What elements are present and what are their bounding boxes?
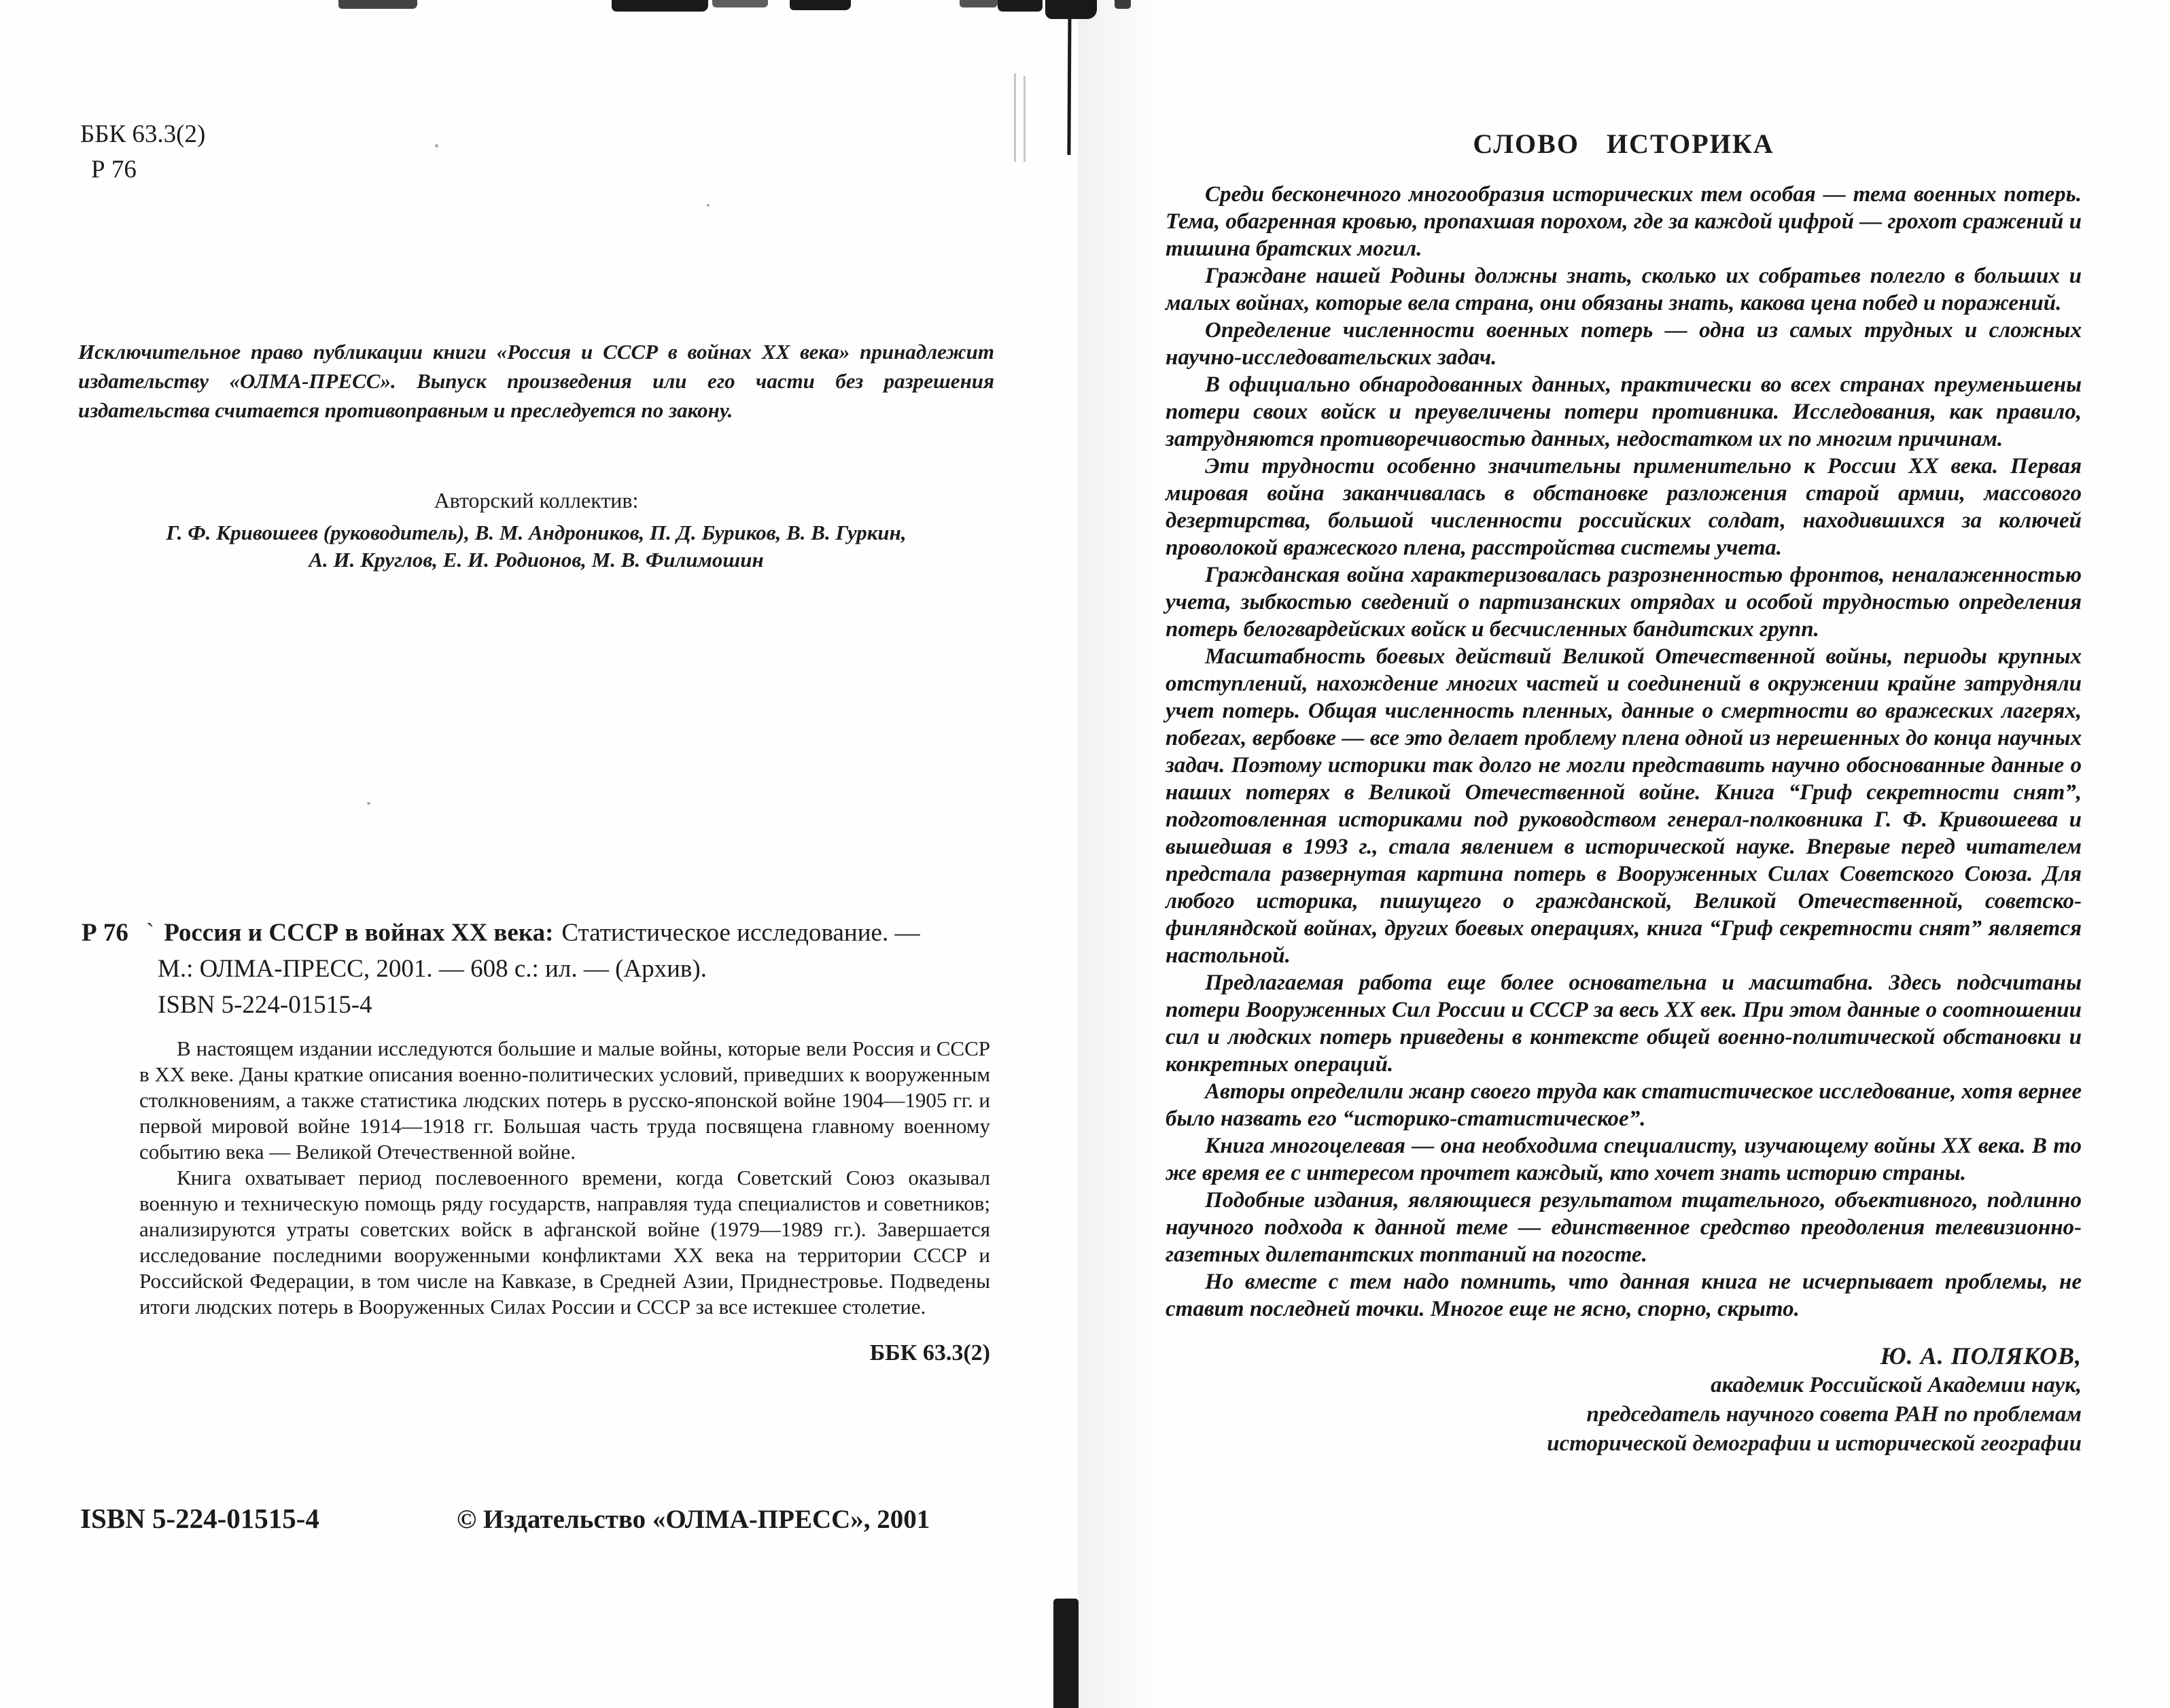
right-page: [1085, 0, 2170, 1708]
foreword-paragraph: Авторы определили жанр своего труда как статистическое исследование, хотя вернее было назвать его “историко-статистическое”.: [1166, 1079, 2082, 1131]
foreword-paragraph: Предлагаемая работа еще более основательна и масштабна. Здесь подсчитаны потери Вооруженных Сил России и СССР за весь XX век. При этом данные о соотношении сил и людских потерь приведены в контексте общей военно-политической обстановки и конкретных операций.: [1166, 971, 2082, 1077]
authors-line: Г. Ф. Кривошеев (руководитель), В. М. Андроников, П. Д. Буриков, В. В. Гуркин,: [166, 521, 907, 544]
foreword-paragraph: Масштабность боевых действий Великой Отечественной войны, периоды крупных отступлений, нахождение многих частей и соединений в окружении крайне затрудняли учет потерь. Общая численность пленных, данные о смертности во вражеских лагерях, побегах, вербовке — все это делает проблему плена одной из нерешенных до конца научных задач. Поэтому историки так долго не могли представить научно обоснованные данные о наших потерях в Великой Отечественной войне. Книга “Гриф секретности снят”, подготовленная историками под руководством генерал-полковника Г. Ф. Кривошеева и вышедшая в 1993 г., стала явлением в исторической науке. Впервые перед читателем предстала развернутая картина потерь в Вооруженных Силах Советского Союза. Для любого историка, пишущего о гражданской, Великой Отечественной, советско-финляндской войнах, других боевых операциях, книга “Гриф секретности снят” является настольной.: [1166, 644, 2082, 968]
foreword-paragraph: Но вместе с тем надо помнить, что данная книга не исчерпывает проблемы, не ставит последней точки. Многое еще не ясно, спорно, скрыто.: [1166, 1270, 2082, 1321]
catalog-code: Р 76: [82, 919, 128, 947]
signature-block: [1166, 1342, 2082, 1459]
foreword-paragraph: Среди бесконечного многообразия исторических тем особая — тема военных потерь. Тема, обагренная кровью, пропахшая порохом, где за каждой цифрой — грохот сражений и тишина братских могил.: [1166, 182, 2082, 261]
catalog-title-line: [82, 915, 1053, 951]
authors-heading: Авторский коллектив:: [434, 488, 639, 512]
foreword-paragraph: Граждане нашей Родины должны знать, сколько их собратьев полегло в больших и малых войнах, которые вела страна, они обязаны знать, какова цена побед и поражений.: [1166, 264, 2082, 315]
foreword-paragraph: В официально обнародованных данных, практически во всех странах преуменьшены потери своих войск и преувеличены потери противника. Исследования, как правило, затрудняются противоречивостью данных, недостатком их по многим причинам.: [1166, 372, 2082, 451]
book-title: Россия и СССР в войнах XX века:: [164, 919, 554, 947]
publisher-copyright: © Издательство «ОЛМА-ПРЕСС», 2001: [457, 1505, 930, 1534]
imprint-line: М.: ОЛМА-ПРЕСС, 2001. — 608 с.: ил. — (Архив).: [158, 955, 707, 983]
signature-title: председатель научного совета РАН по проблемам: [1586, 1402, 2082, 1427]
authors-line: А. И. Круглов, Е. И. Родионов, М. В. Филимошин: [309, 548, 764, 572]
foreword-body: [1166, 181, 2082, 1323]
signature-title: академик Российской Академии наук,: [1711, 1373, 2082, 1397]
foreword-column: [1166, 181, 2082, 1459]
annotation-paragraph: В настоящем издании исследуются большие и малые войны, которые вели Россия и СССР в XX веке. Даны краткие описания военно-политических условий, приведших к вооруженным столкновениям, а также статистика людских потерь в русско-японской войне 1904—1905 гг. и первой мировой войне 1914—1918 гг. Большая часть труда посвящена главному военному событию века — Великой Отечественной войне.: [139, 1036, 990, 1164]
annotation-block: [139, 1036, 990, 1366]
author-sign-code: Р 76: [91, 156, 137, 184]
book-subtitle: Статистическое исследование. —: [561, 919, 920, 947]
catalog-entry: [82, 915, 1053, 1023]
bbk-code-bottom: ББК 63.3(2): [869, 1340, 990, 1365]
annotation-paragraph: Книга охватывает период послевоенного времени, когда Советский Союз оказывал военную и техническую помощь ряду государств, направляя туда специалистов и советников; анализируются утраты советских войск в афганской войне (1979—1989 гг.). Завершается исследование последними вооруженными конфликтами XX века на территории СССР и Российской Федерации, в том числе на Кавказе, в Средней Азии, Приднестровье. Подведены итоги людских потерь в Вооруженных Силах России и СССР за все истекшее столетие.: [139, 1166, 990, 1319]
isbn-catalog: ISBN 5-224-01515-4: [158, 991, 372, 1019]
bbk-code: ББК 63.3(2): [80, 120, 206, 148]
foreword-paragraph: Эти трудности особенно значительны применительно к России XX века. Первая мировая война заканчивалась в обстановке разложения старой армии, массового дезертирства, большой численности российских солдат, находившихся за колючей проволокой вражеского плена, расстройства системы учета.: [1166, 454, 2082, 560]
foreword-paragraph: Определение численности военных потерь — одна из самых трудных и сложных научно-исследовательских задач.: [1166, 318, 2082, 370]
signature-title: исторической демографии и исторической географии: [1547, 1431, 2082, 1456]
foreword-paragraph: Подобные издания, являющиеся результатом тщательного, объективного, подлинно научного подхода к данной теме — единственное средство преодоления телевизионно-газетных дилетантских топтаний на погосте.: [1166, 1188, 2082, 1267]
signature-name: Ю. А. ПОЛЯКОВ,: [1880, 1342, 2082, 1370]
authors-block: [78, 487, 994, 574]
foreword-paragraph: Гражданская война характеризовалась разрозненностью фронтов, неналаженностью учета, зыбкостью сведений о партизанских отрядах и особой трудностью определения потерь белогвардейских войск и бесчисленных бандитских групп.: [1166, 563, 2082, 642]
bbk-classification-block: [80, 117, 205, 188]
foreword-title: СЛОВО ИСТОРИКА: [1473, 128, 1774, 159]
exclusive-rights-notice: Исключительное право публикации книги «Россия и СССР в войнах XX века» принадлежит издательству «ОЛМА-ПРЕСС». Выпуск произведения или его части без разрешения издательства считается противоправным и преследуется по закону.: [78, 340, 994, 422]
isbn-bottom: ISBN 5-224-01515-4: [80, 1503, 319, 1534]
foreword-paragraph: Книга многоцелевая — она необходима специалисту, изучающему войны XX века. В то же время ее с интересом прочтет каждый, кто хочет знать историю страны.: [1166, 1134, 2082, 1185]
pen-tick-artifact: `: [145, 919, 155, 947]
